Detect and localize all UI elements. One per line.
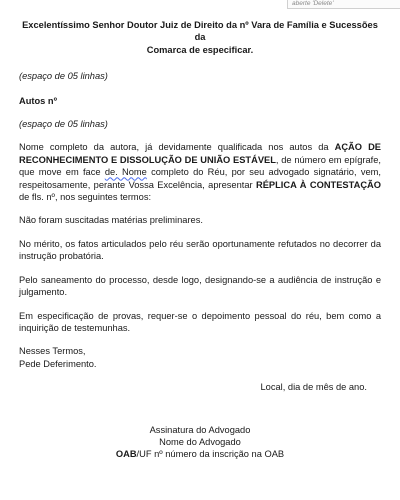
paragraph-sanitation: Pelo saneamento do processo, desde logo, designando-se a audiência de instrução e julgamento.	[19, 274, 381, 298]
intro-text-2: , de número em epígrafe, que move em face	[19, 154, 381, 178]
document-body	[19, 19, 381, 461]
spacing-note-2: (espaço de 05 linhas)	[19, 119, 108, 130]
oab-registration: /UF nº número da inscrição na OAB	[136, 449, 285, 460]
closing-formula	[19, 345, 381, 370]
addressee-heading-line-1: Excelentíssimo Senhor Doutor Juiz de Direito da nº Vara de Família e Sucessões da	[22, 20, 378, 43]
action-title: AÇÃO DE RECONHECIMENTO E DISSOLUÇÃO DE UNIÃO ESTÁVEL	[19, 142, 381, 165]
corner-hint-note: aberte 'Delete'	[287, 0, 400, 9]
paragraph-evidence: Em especificação de provas, requer-se o depoimento pessoal do réu, bem como a inquirição de testemunhas.	[19, 310, 381, 333]
paragraph-merit: No mérito, os fatos articulados pelo réu serão oportunamente refutados no decorrer da instrução probatória.	[19, 238, 381, 262]
spellcheck-marked-word: de. Nome	[104, 167, 147, 178]
intro-text-3: completo do Réu, por seu advogado signatário, vem, respeitosamente, perante Vossa Excelência, apresentar	[19, 167, 381, 190]
oab-label: OAB	[115, 449, 137, 460]
intro-paragraph	[19, 141, 381, 203]
closing-line-1: Nesses Termos,	[19, 346, 86, 357]
intro-text-4: de fls. nº, nos seguintes termos:	[19, 192, 152, 203]
signature-block	[19, 424, 381, 461]
intro-text-1: Nome completo da autora, já devidamente qualificada nos autos da	[19, 142, 335, 153]
addressee-heading-line-2: Comarca de especificar.	[146, 44, 254, 55]
signature-line-1: Assinatura do Advogado	[149, 424, 251, 435]
paragraph-preliminaries: Não foram suscitadas matérias preliminares.	[19, 215, 203, 226]
spacing-note-1: (espaço de 05 linhas)	[19, 71, 108, 82]
addressee-heading	[19, 19, 381, 56]
case-number-label: Autos nº	[19, 95, 57, 106]
closing-line-2: Pede Deferimento.	[19, 358, 97, 369]
signature-line-3	[19, 448, 381, 460]
signature-line-2: Nome do Advogado	[159, 436, 241, 447]
place-and-date: Local, dia de mês de ano.	[260, 382, 367, 393]
reply-title: RÉPLICA À CONTESTAÇÃO	[255, 179, 381, 190]
